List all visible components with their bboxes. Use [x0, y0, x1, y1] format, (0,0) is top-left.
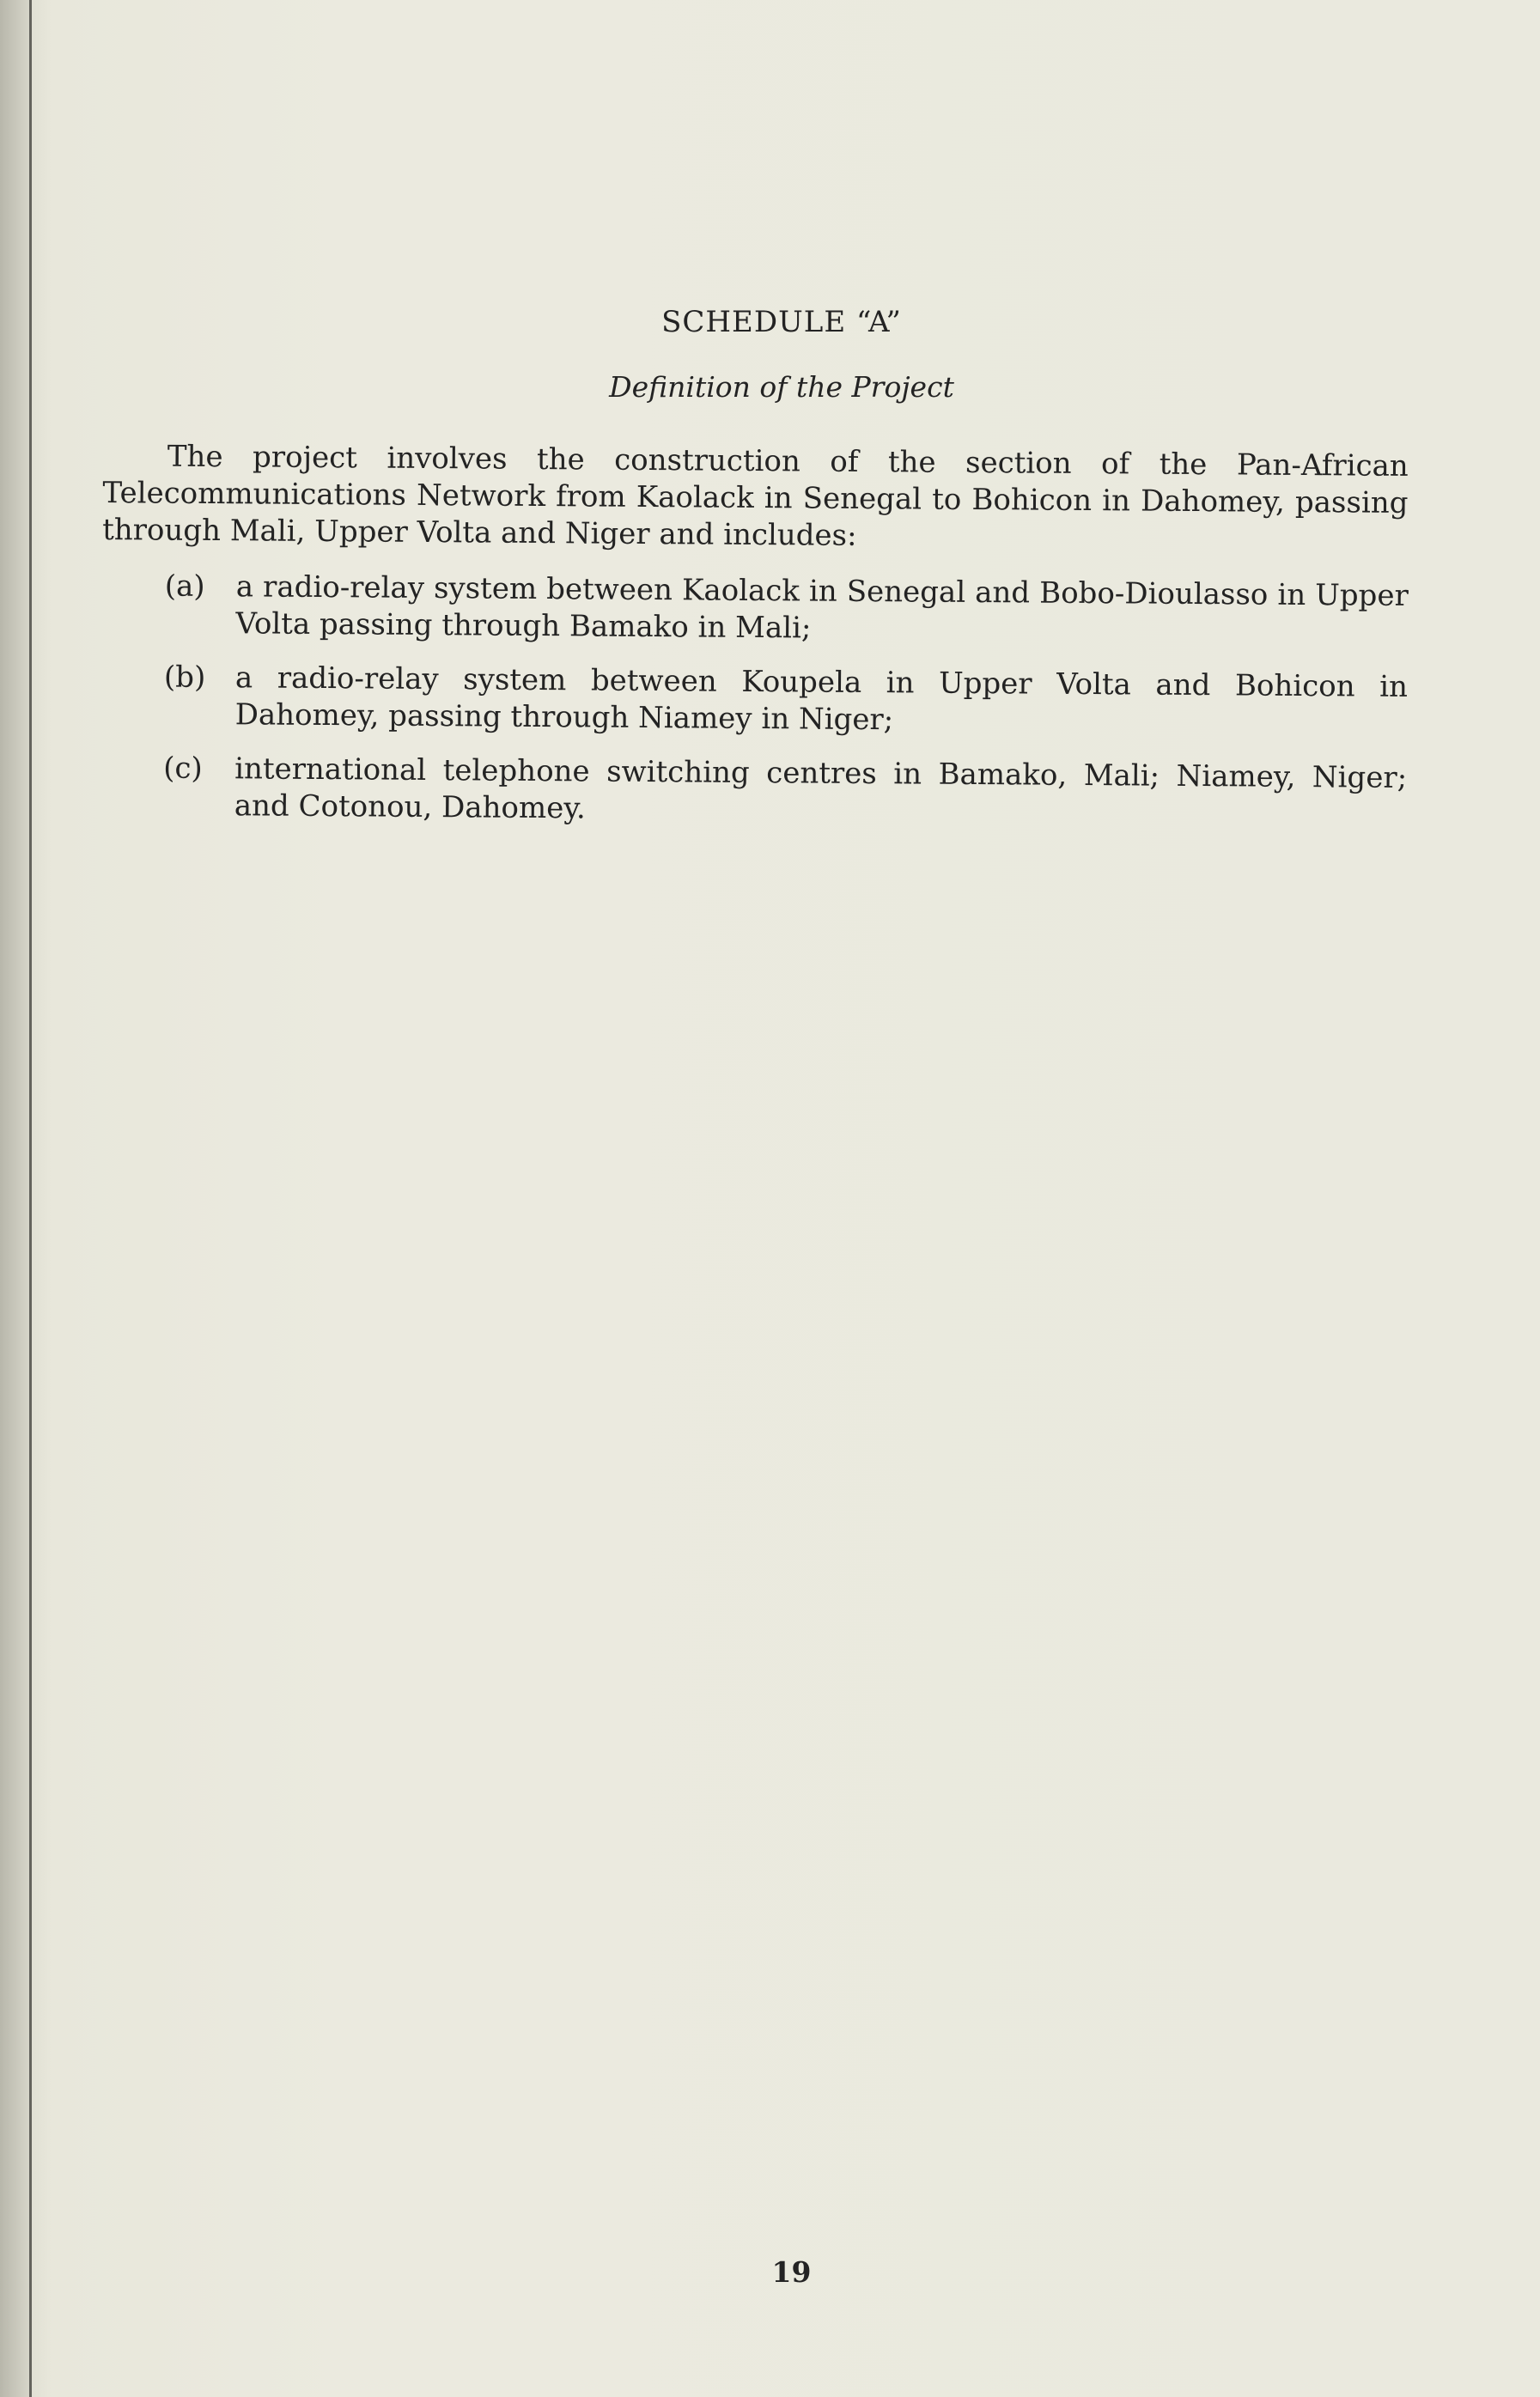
item-marker: (b)	[163, 660, 206, 695]
list-item	[102, 568, 1409, 652]
item-marker: (c)	[163, 751, 203, 786]
document-body	[103, 305, 1409, 841]
intro-paragraph: The project involves the construction of the section of the Pan-African Telecommunications Network from Kaolack in Senegal to Bohicon in Dahomey, passing through Mali, Upper Volta and Niger and includes:	[102, 439, 1409, 553]
list-item	[101, 750, 1408, 834]
page-number: 19	[771, 2255, 812, 2289]
binding-edge	[29, 0, 32, 2397]
item-text: international telephone switching centres in Bamako, Mali; Niamey, Niger; and Cotonou, Dahomey.	[234, 751, 1408, 826]
schedule-subtitle: Definition of the Project	[609, 370, 954, 404]
list-item	[101, 659, 1408, 743]
item-text: a radio-relay system between Kaolack in Senegal and Bobo-Dioulasso in Upper Volta passing through Bamako in Mali;	[235, 569, 1409, 646]
binding-shadow	[0, 0, 29, 2397]
schedule-title: SCHEDULE “A”	[661, 305, 902, 339]
project-items-list	[101, 568, 1409, 834]
item-text: a radio-relay system between Koupela in Upper Volta and Bohicon in Dahomey, passing through Niamey in Niger;	[234, 660, 1409, 738]
item-marker: (a)	[164, 569, 205, 604]
